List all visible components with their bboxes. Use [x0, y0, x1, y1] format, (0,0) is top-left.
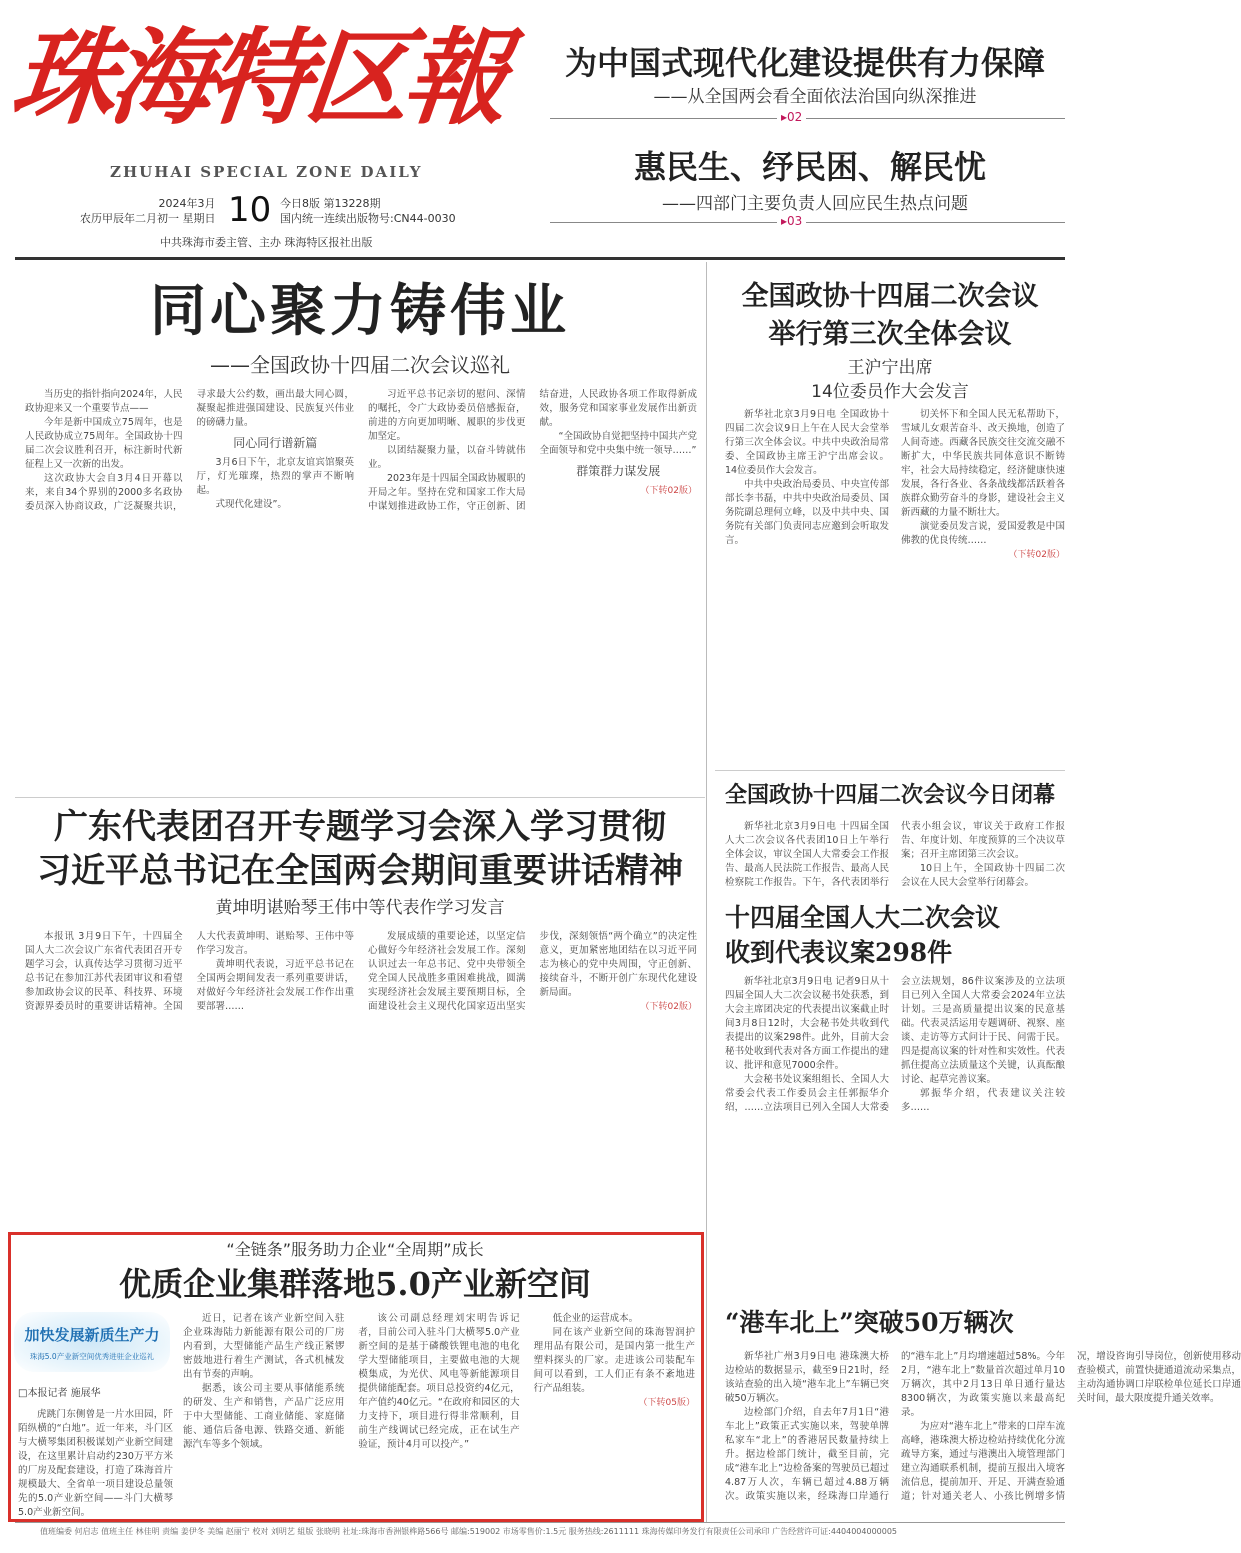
cppcc-article-body: [725, 408, 1065, 763]
gangche-article-body: [725, 1350, 1241, 1510]
closing-headline[interactable]: 全国政协十四届二次会议今日闭幕: [724, 782, 1055, 808]
column-badge: [14, 1312, 170, 1372]
feature-headline[interactable]: 优质企业集群落地5.0产业新空间: [119, 1265, 591, 1303]
guangdong-subheadline: 黄坤明谌贻琴王伟中等代表作学习发言: [215, 898, 505, 918]
paragraph: 演觉委员发言说，爱国爱教是中国佛教的优良传统……: [901, 521, 1065, 546]
teaser-sub-2: ——四部门主要负责人回应民生热点问题: [662, 194, 968, 214]
paragraph: 本报讯 3月9日下午，十四届全国人大二次会议广东省代表团召开专题学习会，认真传达学习贯彻习近平总书记在参加江苏代表团审议和看望参加政协会议的民革、科技界、环境资源界委员时的重要讲话精神。全国人大代表黄坤明、谌贻琴、王伟中等作学习发言。: [25, 931, 354, 1012]
paragraph: 低企业的运营成本。: [552, 1313, 639, 1324]
date-day: 10: [228, 190, 272, 230]
cppcc-headline[interactable]: [715, 278, 1065, 354]
feature-article-body: [183, 1312, 695, 1512]
date-info: [80, 196, 216, 226]
footer-credits: 值班编委 何启志 值班主任 林佳明 责编 姜伊冬 美编 赵丽宁 校对 刘明艺 組版 张晓明 社址:珠海市香洲银桦路566号 邮编:519002 市场零售价:1.5元 服务热线:2611111 珠海传媒印务发行有限责任公司承印 广告经营许可证:4404004000005: [40, 1527, 898, 1536]
headline-line: 广东代表团召开专题学习会深入学习贯彻: [54, 807, 666, 847]
teaser-headline-2[interactable]: 惠民生、纾民困、解民忧: [633, 148, 986, 186]
paragraph: 2023年是十四届全国政协履职的开局之年。坚持在党和国家工作大局中谋划推进政协工作，守正创新、团结奋进，人民政协各项工作取得新成效，服务党和国家事业发展作出新贡献。: [368, 389, 697, 512]
paragraph: 切关怀下和全国人民无私帮助下，雪域儿女艰苦奋斗、改天换地，创造了人间奇迹。西藏各民族交往交流交融不断扩大，中华民族共同体意识不断铸牢，社会大局持续稳定，经济健康快速发展，各行各业、各条战线都活跃着各族群众勤劳奋斗的身影，建设社会主义新西藏的力量不断壮大。: [901, 409, 1065, 518]
guangdong-headline[interactable]: [15, 805, 705, 893]
page-ref-03[interactable]: ▸03: [777, 214, 806, 228]
paragraph: 3月6日下午，北京友谊宾馆聚英厅，灯光璀璨，热烈的掌声不断响起。: [196, 457, 354, 496]
lead-subheadline: ——全国政协十四届二次会议巡礼: [210, 353, 510, 377]
paragraph: 发展成绩的重要论述，以坚定信心做好今年经济社会发展工作。深刻认识过去一年总书记、党中央带领全党全国人民战胜多重困难挑战，圆满实现经济社会发展主要预期目标，全面建设社会主义现代化国家迈出坚实步伐，深刻领悟“两个确立”的决定性意义，更加紧密地团结在以习近平同志为核心的党中央周围，守正创新、接续奋斗，不断开创广东现代化建设新局面。: [368, 931, 697, 1012]
divider: [15, 797, 705, 798]
paragraph: 边检部门介绍，自去年7月1日“港车北上”政策正式实施以来，驾驶单牌私家车“北上”的香港居民数量持续上升。据边检部门统计，截至目前，完成“港车北上”边检备案的驾驶员已超过4.87万人次，车辆已超过4.88万辆次。政策实施以来，经珠海口岸通行的“港车北上”月均增速超过58%。今年2月，“港车北上”数量首次超过单月10万辆次，其中2月13日单日通行量达8300辆次，为政策实施以来最高纪录。: [725, 1351, 1065, 1502]
paragraph: 大会秘书处议案组组长、全国人大常委会代表工作委员会主任郭振华介绍，……立法项目已列入全国人大常委会立法规划，86件议案涉及的立法项目已列入全国人大常委会2024年立法计划。三是高质量提出议案的民意基础。代表灵活运用专题调研、视察、座谈、走访等方式问计于民、问需于民。四是提高议案的针对性和实效性。代表抓住提高立法质量这个关键，认真酝酿讨论、起草完善议案。: [725, 976, 1065, 1113]
publisher-line: 中共珠海市委主管、主办 珠海特区报社出版: [160, 236, 373, 249]
paragraph: 中共中央政治局委员、中央宣传部部长李书磊，中共中央政治局委员、国务院副总理何立峰，以及中共中央、国务院有关部门负责同志应邀到会听取发言。: [725, 479, 889, 546]
continued-link[interactable]: （下转02版）: [1008, 550, 1065, 560]
headline-line: 举行第三次全体会议: [768, 319, 1012, 350]
headline-line: 全国政协十四届二次会议: [741, 281, 1039, 312]
headline-line: 十四届全国人大二次会议: [725, 903, 1001, 932]
paragraph: 新华社北京3月9日电 记者9日从十四届全国人大二次会议秘书处获悉，到大会主席团决定的代表提出议案截止时间3月8日12时，大会秘书处共收到代表提出的议案298件。此外，目前大会秘书处收到代表对各方面工作提出的建议、批评和意见7000余件。: [725, 976, 889, 1071]
issue-number: 今日8版 第13228期: [280, 197, 381, 210]
divider: [550, 118, 1065, 119]
lead-article-body: [25, 388, 697, 794]
paragraph: 黄坤明代表说，习近平总书记在全国两会期间发表一系列重要讲话，对做好今年经济社会发展工作作出重要部署……: [196, 959, 354, 1012]
column-divider: [706, 262, 707, 1522]
paragraph: 以团结凝聚力量，以奋斗铸就伟业。: [368, 445, 526, 470]
section-subhead: 同心同行谱新篇: [233, 436, 318, 450]
issue-info: [280, 196, 456, 226]
feature-kicker: “全链条”服务助力企业“全周期”成长: [226, 1240, 484, 1259]
masthead-english: ZHUHAI SPECIAL ZONE DAILY: [110, 163, 423, 181]
paragraph: 这次政协大会自3月4日开幕以来，来自34个界别的2000多名政协委员深入协商议政，广泛凝聚共识，寻求最大公约数，画出最大同心圆，凝聚起推进强国建设、民族复兴伟业的磅礴力量。: [25, 389, 354, 512]
publication-number: 国内统一连续出版物号:CN44-0030: [280, 212, 456, 225]
continued-link[interactable]: （下转02版）: [640, 486, 697, 496]
headline-line: 收到代表议案298件: [725, 938, 953, 967]
paragraph: 式现代化建设”。: [215, 499, 287, 510]
npc-article-body: [725, 975, 1065, 1290]
continued-link[interactable]: （下转05版）: [638, 1398, 695, 1408]
paragraph: 10日上午，全国政协十四届二次会议在人民大会堂举行闭幕会。: [901, 863, 1065, 888]
byline: □本报记者 施展华: [18, 1388, 101, 1399]
closing-article-body: [725, 820, 1065, 890]
divider: [550, 222, 1065, 223]
section-subhead: 群策群力谋发展: [576, 464, 661, 478]
paragraph: 虎跳门东侧曾是一片水田园，阡陌纵横的“白地”。近一年来，斗门区与大横琴集团积极谋划产业新空间建设，在这里累计启动约230万平方米的厂房及配套建设，打造了珠海首片规模最大、全省单一项目建设总量领先的5.0产业新空间——斗门大横琴5.0产业新空间。: [18, 1409, 173, 1518]
paragraph: 新华社北京3月9日电 十四届全国人大二次会议各代表团10日上午举行全体会议，审议全国人大常委会工作报告、最高人民法院工作报告、最高人民检察院工作报告。下午，各代表团举行代表小组会议，审议关于政府工作报告、年度计划、年度预算的三个决议草案；召开主席团第三次会议。: [725, 821, 1065, 888]
npc-headline[interactable]: [725, 900, 1065, 970]
lead-headline[interactable]: 同心聚力铸伟业: [150, 278, 570, 344]
paragraph: 新华社广州3月9日电 港珠澳大桥边检站的数据显示，截至9日21时，经该站查验的出入境“港车北上”车辆已突破50万辆次。: [725, 1351, 889, 1404]
divider: [715, 770, 1065, 771]
subheadline-line: 王沪宁出席: [847, 358, 933, 378]
paragraph: “全国政协自觉把坚持中国共产党全面领导和党中央集中统一领导……”: [539, 431, 697, 456]
subheadline-line: 14位委员作大会发言: [811, 382, 969, 402]
badge-subtitle: 珠海5.0产业新空间优秀进驻企业巡礼: [29, 1352, 155, 1361]
paragraph: 据悉，该公司主要从事储能系统的研发、生产和销售，产品广泛应用于中大型储能、工商业储能、家庭储能、通信后备电源、铁路交通、新能源汽车等多个领域。: [183, 1383, 345, 1450]
teaser-headline-1[interactable]: 为中国式现代化建设提供有力保障: [564, 44, 1045, 82]
paragraph: 新华社北京3月9日电 全国政协十四届二次会议9日上午在人民大会堂举行第三次全体会议。中共中央政治局常委、全国政协主席王沪宁出席会议。14位委员作大会发言。: [725, 409, 889, 476]
continued-link[interactable]: （下转02版）: [640, 1002, 697, 1012]
masthead-logo: 珠海特区報: [5, 16, 509, 139]
gangche-headline[interactable]: “港车北上”突破50万辆次: [725, 1308, 1014, 1337]
date-year-month: 2024年3月: [158, 197, 216, 210]
paragraph: 为应对“港车北上”带来的口岸车流高峰，港珠澳大桥边检站持续优化分流疏导方案，通过与港澳出入境管理部门建立沟通联系机制，提前互报出入境客流信息，提前加开、开足、开满查验通道；针对通关老人、小孩比例增多情况，增设咨询引导岗位，创新使用移动查验模式，前置快捷通道流动采集点，主动沟通协调口岸联检单位延长口岸通关时间，最大限度提升通关效率。: [901, 1351, 1241, 1502]
teaser-sub-1: ——从全国两会看全面依法治国向纵深推进: [653, 87, 977, 107]
lunar-date: 农历甲辰年二月初一 星期日: [80, 212, 216, 225]
footer-rule: [15, 1522, 1065, 1523]
paragraph: 当历史的指针指向2024年，人民政协迎来又一个重要节点——: [25, 389, 183, 414]
paragraph: 郭振华介绍，代表建议关注较多……: [901, 1088, 1065, 1113]
guangdong-article-body: [25, 930, 697, 1220]
paragraph: 近日，记者在该产业新空间入驻企业珠海陆力新能源有限公司的厂房内看到，大型储能产品生产线正紧锣密鼓地进行着生产测试，各式机械发出有节奏的声响。: [183, 1313, 345, 1380]
badge-title: 加快发展新质生产力: [24, 1326, 160, 1344]
cppcc-subheadline: [715, 356, 1065, 404]
paragraph: 今年是新中国成立75周年，也是人民政协成立75周年。全国政协十四届二次会议胜利召开，标注新时代新征程上又一次新的出发。: [25, 417, 183, 470]
headline-line: 习近平总书记在全国两会期间重要讲话精神: [37, 851, 683, 891]
page-ref-02[interactable]: ▸02: [777, 110, 806, 124]
feature-article-lead: [18, 1408, 173, 1518]
paragraph: 该公司副总经理刘宋明告诉记者，目前公司入驻斗门大横琴5.0产业新空间的是基于磷酸铁锂电池的电化学大型储能项目，主要做电池的大规模集成，为光伏、风电等新能源项目提供储能配套。项目总投资约4亿元，年产值约40亿元。“在政府和园区的大力支持下，项目进行得非常顺利，目前生产线调试已经完成，正在试生产验证，预计4月可以投产。”: [358, 1313, 520, 1450]
paragraph: 习近平总书记亲切的慰问、深情的嘱托，令广大政协委员倍感振奋，前进的方向更加明晰、履职的步伐更加坚定。: [368, 389, 526, 442]
paragraph: 同在该产业新空间的珠海智润护理用品有限公司，是国内第一批生产塑料探头的厂家。走进该公司装配车间可以看到，工人们正有条不紊地进行产品组装。: [533, 1327, 695, 1394]
masthead-rule: [15, 257, 1065, 260]
